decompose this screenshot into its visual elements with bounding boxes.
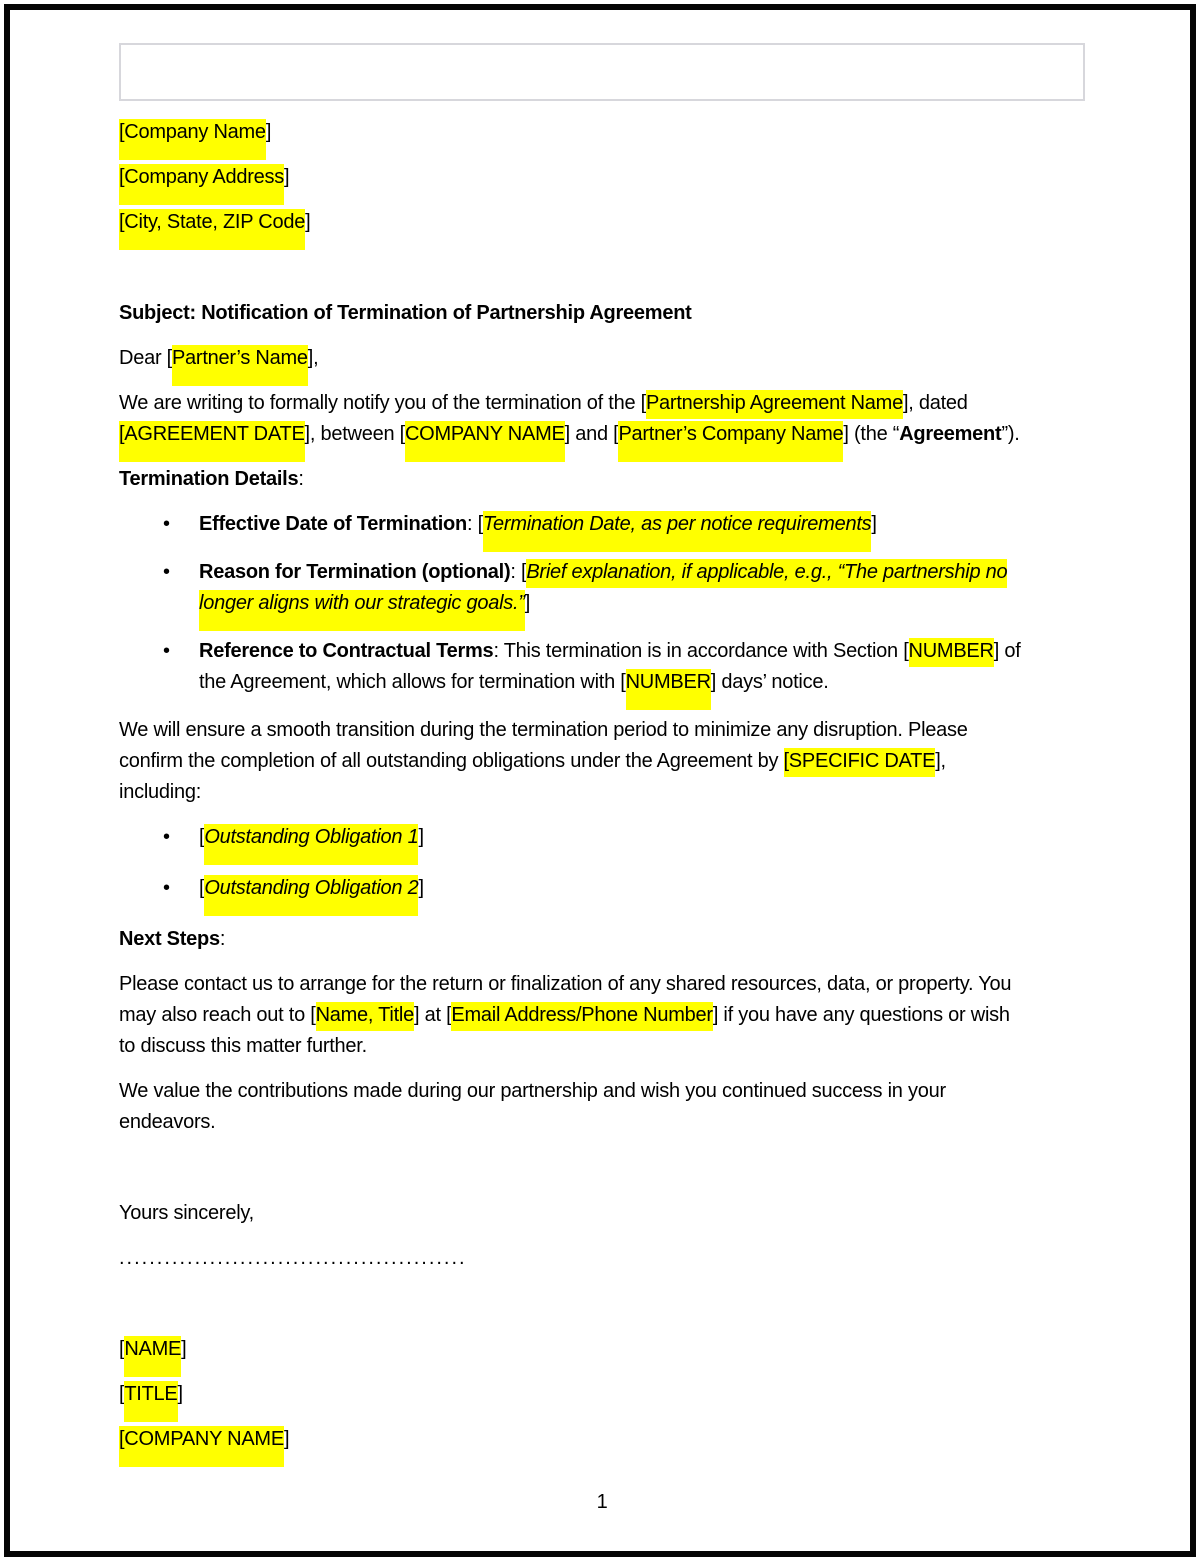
text-run: [ [119,1338,125,1360]
text-run: ] (the “ [843,423,900,445]
placeholder-obligation-2[interactable]: Outstanding Obligation 2 [204,875,418,916]
item-label: Effective Date of Termination [199,513,467,535]
address-line-1 [119,117,1085,148]
placeholder-signature-title[interactable]: TITLE [124,1381,177,1422]
paragraph-transition [119,715,1085,808]
text-run: ] [283,166,290,188]
text-run: We are writing to formally notify you of the termination of the [ [119,392,646,414]
text-run: ] [265,121,272,143]
placeholder-reason-line2[interactable]: longer aligns with our strategic goals.” [199,590,525,631]
agreement-term: Agreement [899,423,1002,445]
text-run: ] [418,877,424,899]
text-run: ] of [993,640,1021,662]
signature-dotted-line [119,1243,1085,1274]
placeholder-city-state-zip[interactable]: [City, State, ZIP Code [119,209,305,250]
placeholder-obligation-1[interactable]: Outstanding Obligation 1 [204,824,418,865]
text-run: We value the contributions made during our partnership and wish you continued success in your [119,1080,946,1102]
list-item-obligation-1 [119,822,1085,853]
text-run: : [219,928,226,950]
closing [119,1198,1085,1229]
signature-company [119,1424,1085,1455]
bullet-marker: • [163,640,170,662]
text-run: Yours sincerely, [119,1202,254,1224]
signature-title [119,1379,1085,1410]
text-run: ] and [ [564,423,619,445]
dotted-line: .............................................. [119,1247,467,1269]
termination-details-heading [119,464,1085,495]
bullet-marker: • [163,877,170,899]
placeholder-specific-date[interactable]: [SPECIFIC DATE [784,748,936,777]
text-run: ], [935,750,946,772]
text-run: : [298,468,304,490]
text-run: ] [177,1383,183,1405]
text-run: ] [871,513,877,535]
letterhead-box[interactable] [119,43,1085,101]
placeholder-partner-name[interactable]: Partner’s Name [172,345,308,386]
heading-text: Termination Details [119,468,299,490]
text-run: [ [119,1383,125,1405]
text-run: including: [119,781,202,803]
placeholder-partner-company-name[interactable]: Partner’s Company Name [618,421,843,462]
text-run: may also reach out to [ [119,1004,316,1026]
subject-text: Subject: Notification of Termination of Partnership Agreement [119,302,692,324]
placeholder-partnership-agreement-name[interactable]: Partnership Agreement Name [646,390,903,419]
text-run: : [ [510,561,527,583]
next-steps-heading [119,924,1085,955]
placeholder-company-name[interactable]: [Company Name [119,119,266,160]
text-run: ] [418,826,424,848]
text-run: ], dated [902,392,968,414]
text-run: We will ensure a smooth transition during the termination period to minimize any disruption. Please [119,719,968,741]
text-run: ] [181,1338,187,1360]
address-line-3 [119,207,1085,238]
text-run: the Agreement, which allows for termination with [ [199,671,626,693]
bullet-marker: • [163,826,170,848]
address-line-2 [119,162,1085,193]
placeholder-notice-number[interactable]: NUMBER [626,669,711,710]
placeholder-contact-email-phone[interactable]: Email Address/Phone Number [451,1002,712,1031]
text-run: : [ [466,513,483,535]
blank-line [119,252,1085,298]
bullet-marker: • [163,513,170,535]
termination-details-list [119,509,1085,698]
placeholder-company-name-2[interactable]: COMPANY NAME [405,421,565,462]
text-run: ] [524,592,531,614]
list-item-contract-reference [119,636,1085,698]
text-run: Please contact us to arrange for the return or finalization of any shared resources, data, or property. You [119,973,1012,995]
text-run: ] days’ notice. [710,671,829,693]
item-label: Reason for Termination (optional) [199,561,511,583]
text-run: ”). [1001,423,1020,445]
text-run: ] [305,211,311,233]
text-run: ] [283,1428,290,1450]
text-run: [ [199,826,205,848]
text-run: confirm the completion of all outstanding obligations under the Agreement by [119,750,784,772]
placeholder-company-address[interactable]: [Company Address [119,164,284,205]
letter-content [119,43,1085,1518]
placeholder-reason-line1[interactable]: Brief explanation, if applicable, e.g., “The partnership no [526,559,1007,588]
placeholder-signature-company[interactable]: [COMPANY NAME [119,1426,284,1467]
text-run: [ [199,877,205,899]
text-run: endeavors. [119,1111,216,1133]
placeholder-termination-date[interactable]: Termination Date, as per notice requirements [483,511,871,552]
blank-line [119,1152,1085,1198]
list-item-effective-date [119,509,1085,540]
text-run: ], [307,347,319,369]
placeholder-agreement-date[interactable]: [AGREEMENT DATE [119,421,305,462]
salutation [119,343,1085,374]
placeholder-section-number[interactable]: NUMBER [909,638,994,667]
item-label: Reference to Contractual Terms [199,640,494,662]
bullet-marker: • [163,561,170,583]
text-run: ] at [ [413,1004,452,1026]
placeholder-contact-name-title[interactable]: Name, Title [316,1002,414,1031]
signature-name [119,1334,1085,1365]
heading-text: Next Steps [119,928,220,950]
blank-line [119,1288,1085,1334]
text-run: ], between [ [304,423,405,445]
list-item-reason [119,557,1085,619]
text-run: Dear [ [119,347,172,369]
subject-line [119,298,1085,329]
text-run: : This termination is in accordance with Section [ [493,640,909,662]
paragraph-wellwishes [119,1076,1085,1138]
page-number: 1 [596,1491,608,1513]
text-run: ] if you have any questions or wish [712,1004,1010,1026]
paragraph-contact [119,969,1085,1062]
text-run: to discuss this matter further. [119,1035,367,1057]
placeholder-signature-name[interactable]: NAME [124,1336,181,1377]
list-item-obligation-2 [119,873,1085,904]
obligations-list [119,822,1085,904]
paragraph-notification [119,388,1085,450]
